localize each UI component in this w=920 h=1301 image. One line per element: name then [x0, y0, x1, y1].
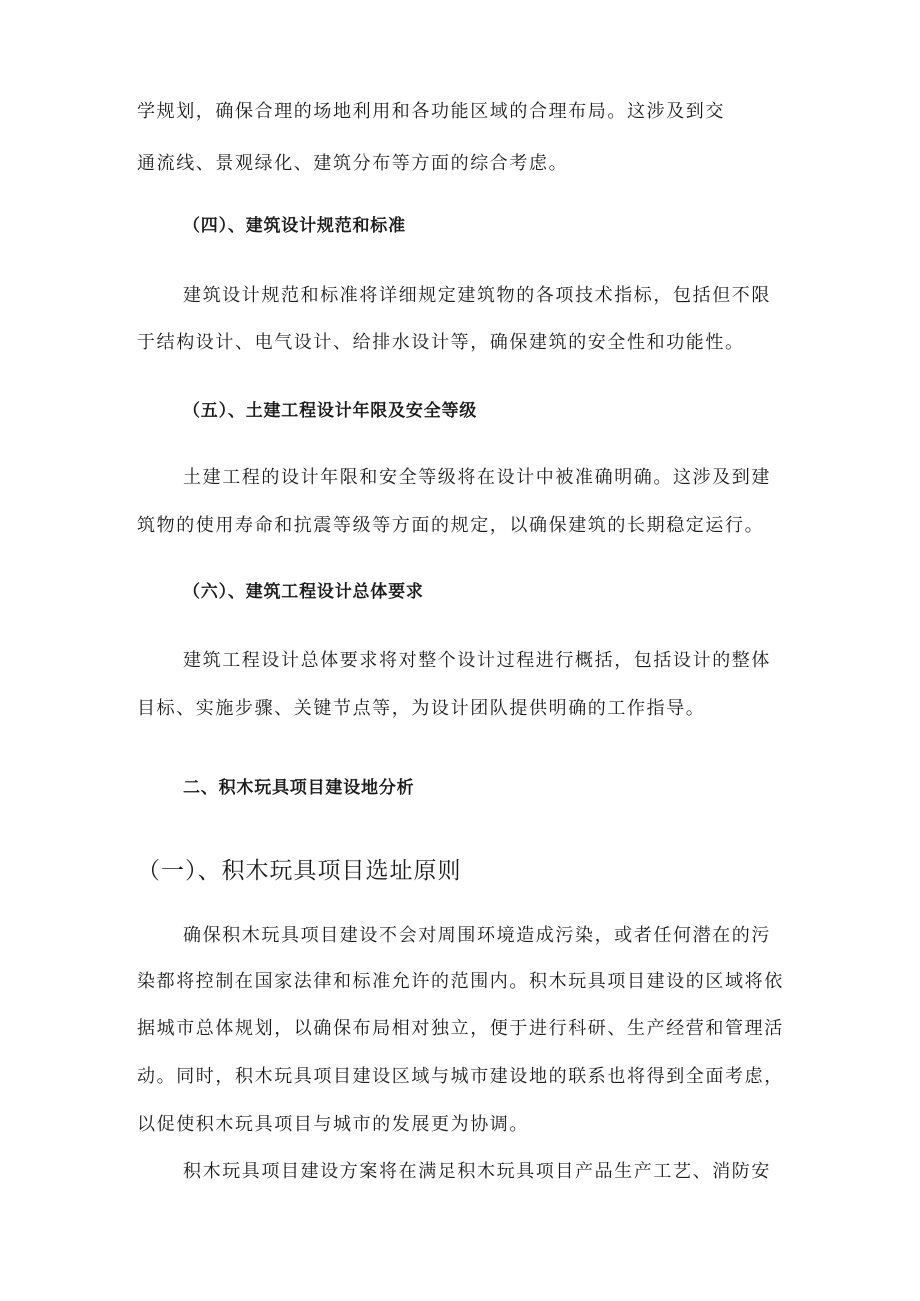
chapter-2-heading: 二、积木玩具项目建设地分析	[183, 778, 415, 798]
site-principle-line-1: 确保积木玩具项目建设不会对周围环境造成污染，或者任何潜在的污	[183, 925, 771, 946]
section-5-line-1: 土建工程的设计年限和安全等级将在设计中被准确明确。这涉及到建	[183, 467, 771, 488]
section-5-heading: （五）、土建工程设计年限及安全等级	[183, 401, 478, 421]
intro-line-1: 学规划，确保合理的场地利用和各功能区域的合理布局。这涉及到交	[137, 101, 725, 122]
section-6-line-2: 目标、实施步骤、关键节点等，为设计团队提供明确的工作指导。	[137, 698, 706, 719]
section-4-line-2: 于结构设计、电气设计、给排水设计等，确保建筑的安全性和功能性。	[137, 332, 745, 353]
section-5-line-2: 筑物的使用寿命和抗震等级等方面的规定，以确保建筑的长期稳定运行。	[137, 515, 765, 536]
construction-plan-line-1: 积木玩具项目建设方案将在满足积木玩具项目产品生产工艺、消防安	[183, 1161, 771, 1182]
section-6-line-1: 建筑工程设计总体要求将对整个设计过程进行概括，包括设计的整体	[183, 650, 771, 671]
site-principle-line-2: 染都将控制在国家法律和标准允许的范围内。积木玩具项目建设的区域将依	[137, 971, 784, 992]
section-4-heading: （四）、建筑设计规范和标准	[183, 216, 406, 236]
site-principle-line-3: 据城市总体规划，以确保布局相对独立，便于进行科研、生产经营和管理活	[137, 1018, 784, 1039]
site-principle-line-4: 动。同时，积木玩具项目建设区域与城市建设地的联系也将得到全面考虑，	[137, 1066, 784, 1087]
section-6-heading: （六）、建筑工程设计总体要求	[183, 582, 424, 602]
site-principle-line-5: 以促使积木玩具项目与城市的发展更为协调。	[137, 1114, 529, 1135]
intro-line-2: 通流线、景观绿化、建筑分布等方面的综合考虑。	[137, 153, 569, 174]
chapter-2-sub-1-heading: （一）、积木玩具项目选址原则	[137, 858, 462, 884]
section-4-line-1: 建筑设计规范和标准将详细规定建筑物的各项技术指标，包括但不限	[183, 285, 771, 306]
